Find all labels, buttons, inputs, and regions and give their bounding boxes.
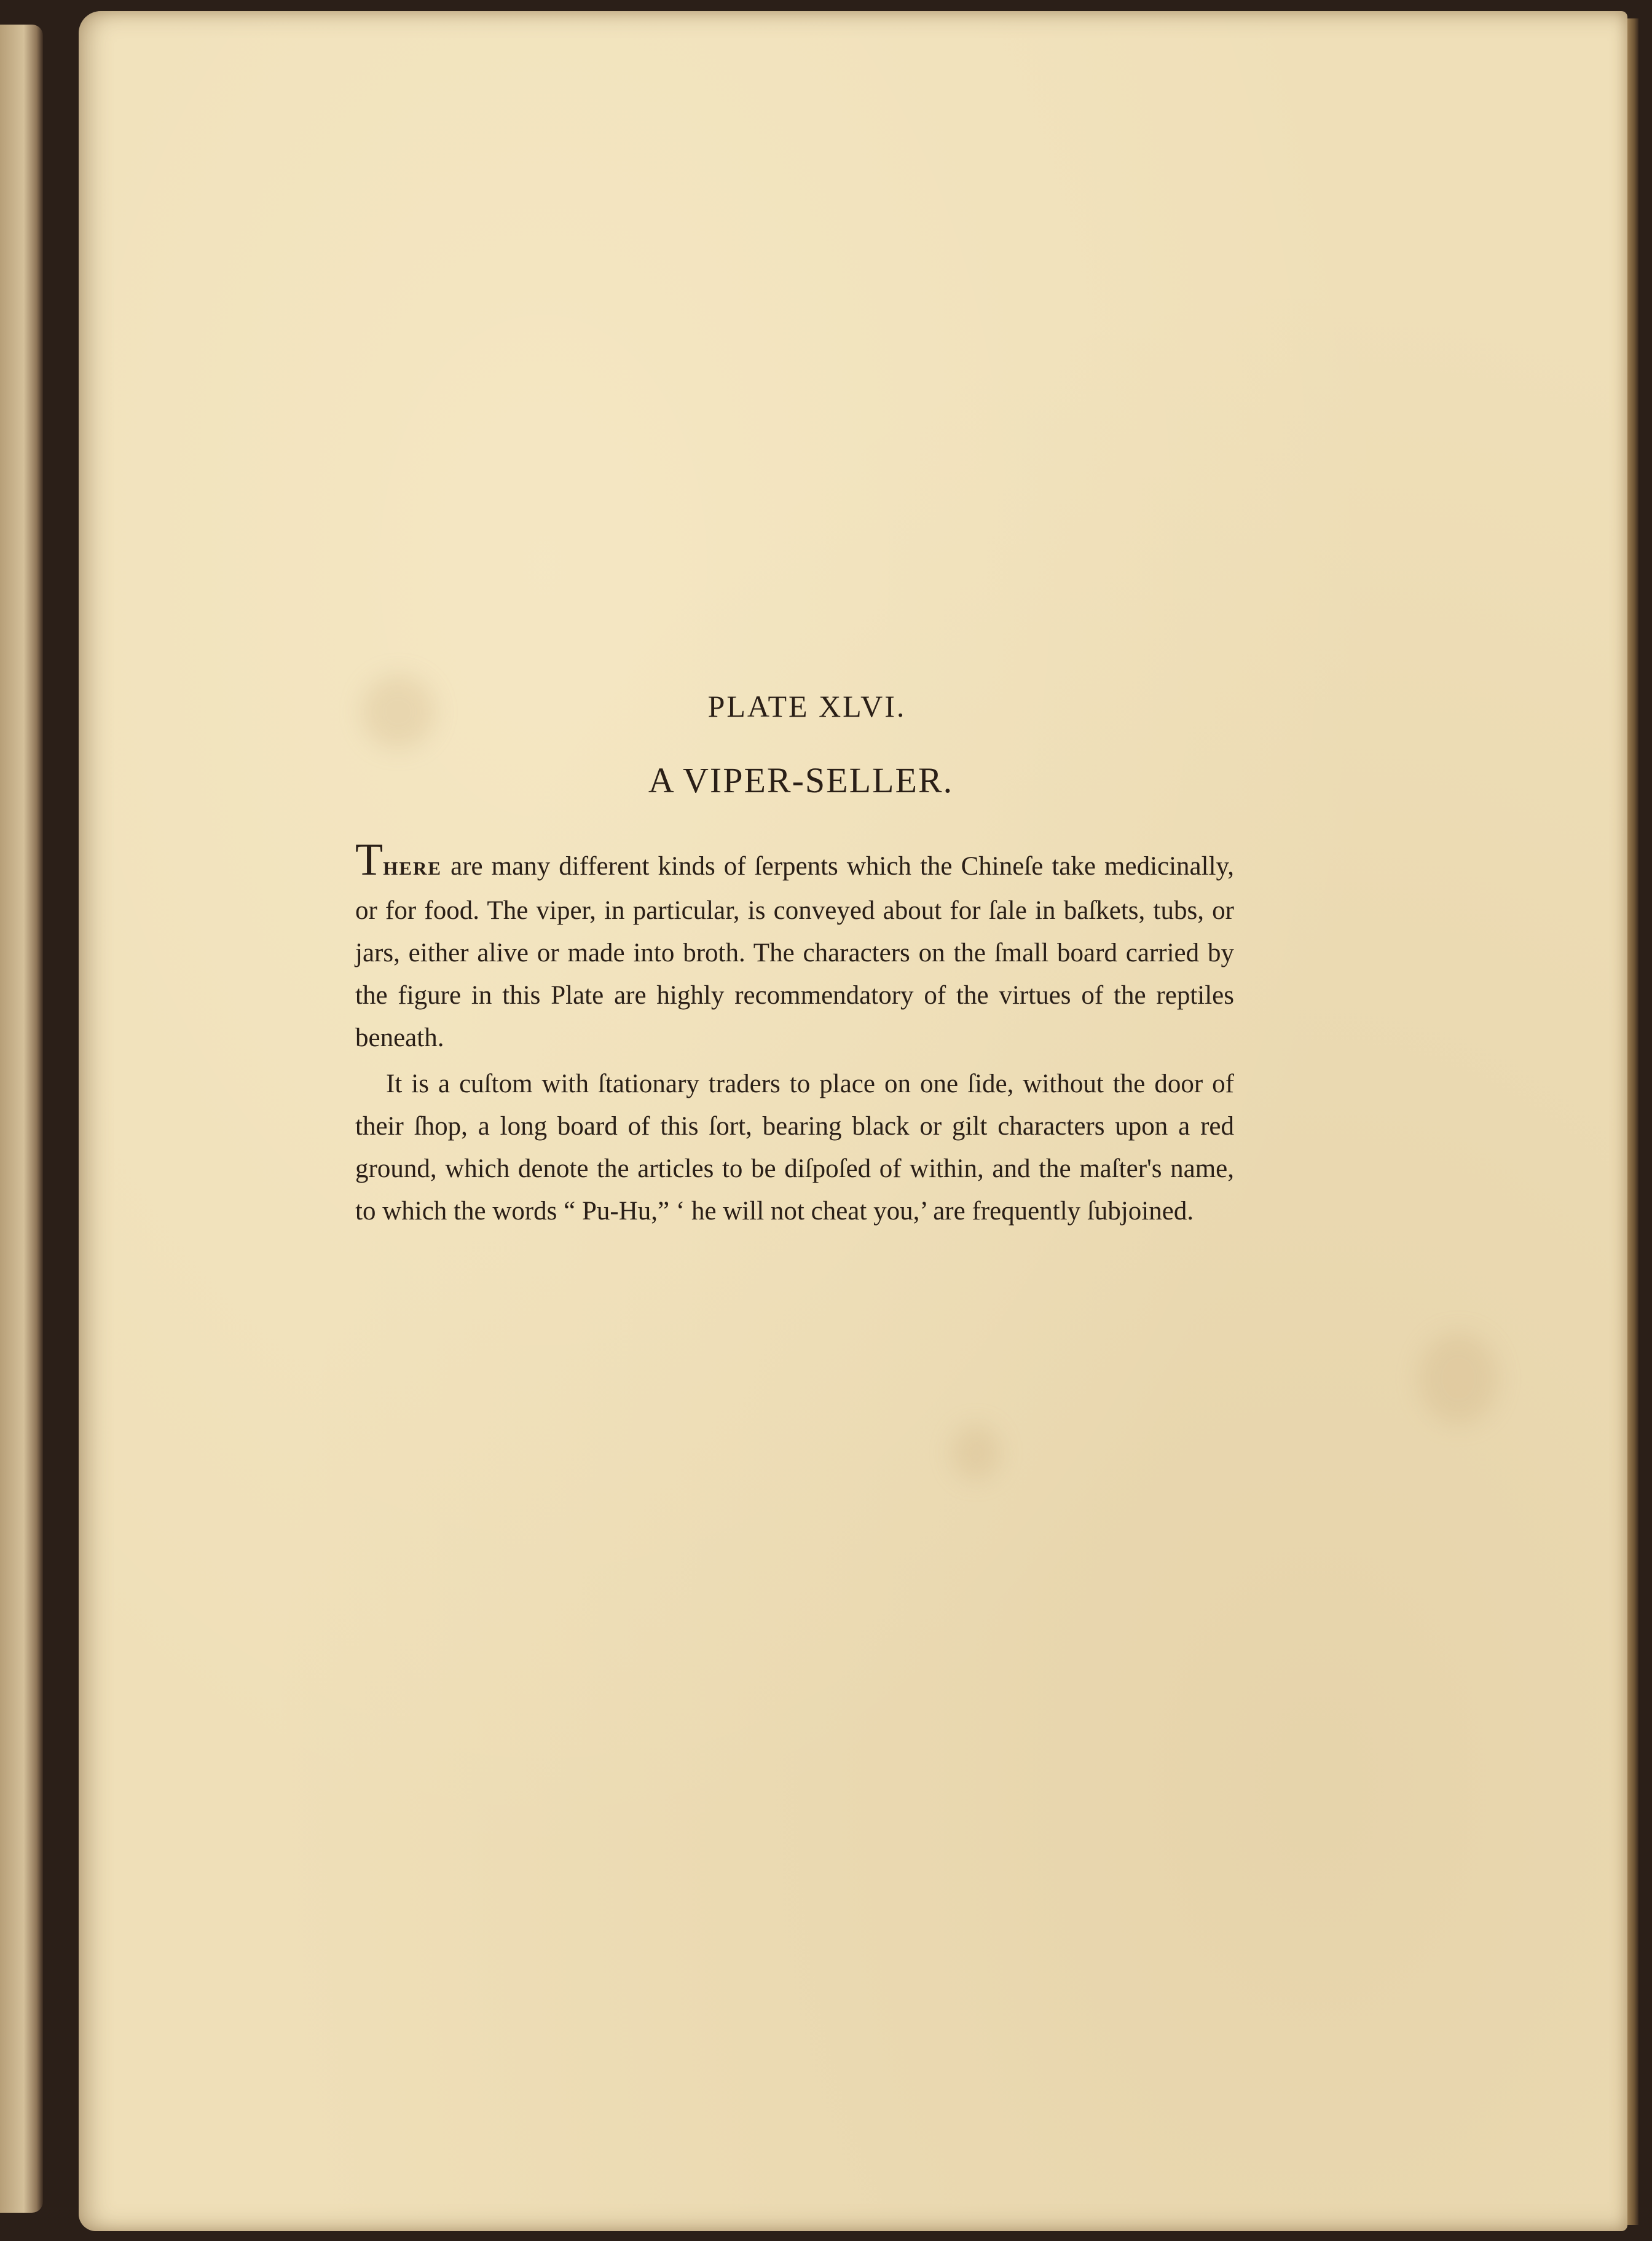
drop-cap: T [355,835,384,885]
page-text-block [355,688,1234,1232]
lead-word-small-caps: HERE [383,857,442,879]
plate-title: A VIPER-SELLER. [648,760,954,800]
plate-number: PLATE XLVI. [707,689,907,723]
previous-page-edge [0,25,43,2213]
paragraph-1 [355,835,1234,1059]
paper-stain [951,1425,1001,1480]
paper-stain [1418,1333,1498,1425]
paragraph-1-text: are many different kinds of ſerpents which the Chineſe take medicinally, or for food. The viper, in particular, is conveyed about for ſale in baſkets, tubs, or jars, either alive or made into broth. The characters on the ſmall board carried by the figure in this Plate are highly recommendatory of the virtues of the reptiles beneath. [355,852,1234,1052]
paragraph-2: It is a cuſtom with ſtationary traders to place on one ſide, without the door of their ſhop, a long board of this ſort, bearing black or gilt characters upon a red ground, which denote the articles to be diſpoſed of within, and the maſter's name, to which the words “ Pu-Hu,” ‘ he will not cheat you,’ are frequently ſubjoined. [355,1069,1234,1226]
